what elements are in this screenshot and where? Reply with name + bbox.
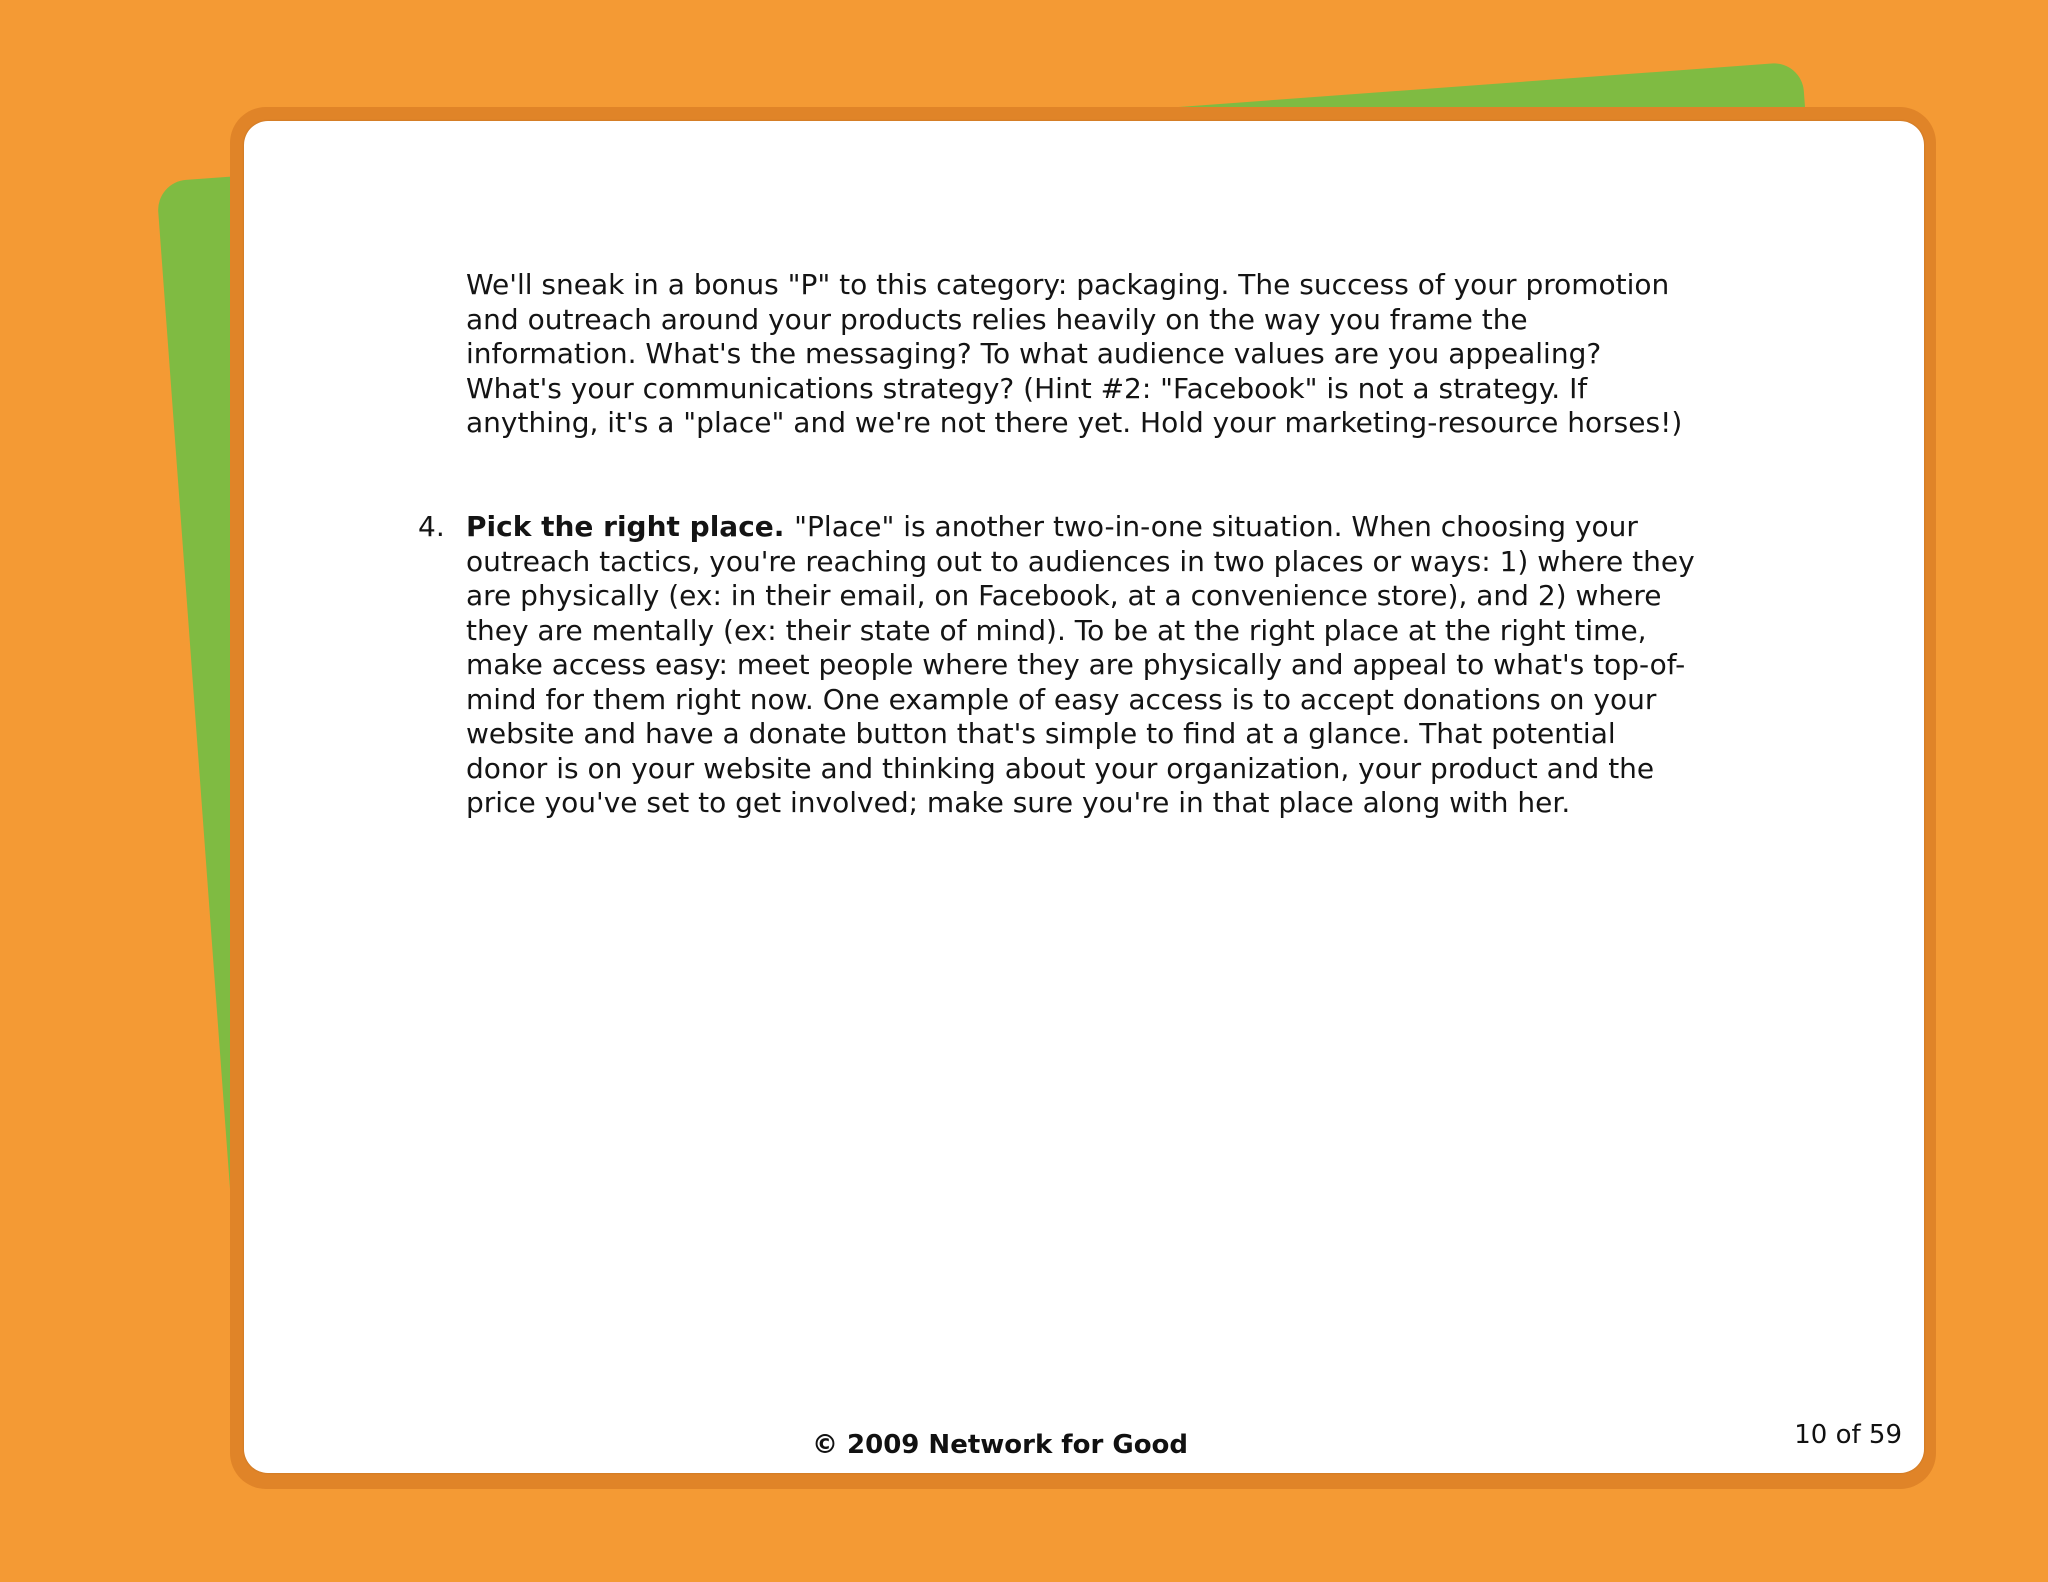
list-item-number: 4. — [418, 510, 445, 543]
footer-copyright: © 2009 Network for Good — [811, 1430, 1189, 1460]
list-item-body: "Place" is another two-in-one situation. When choosing your outreach tactics, you're reaching out to audiences in two places or ways: 1) where they are physically (ex: in their email, on Facebook, at a convenience store), and 2) where they are mentally (ex: their state of mind). To be at the right place at the right time, make access easy: meet people where they are physically and appeal to what's top-of-mind for them right now. One example of easy access is to accept donations on your website and have a donate button that's simple to find at a glance. That potential donor is on your website and thinking about your organization, your product and the price you've set to get involved; make sure you're in that place along with her. — [466, 510, 1695, 819]
intro-paragraph: We'll sneak in a bonus "P" to this category: packaging. The success of your promotion and outreach around your products relies heavily on the way you frame the information. What's the messaging? To what audience values are you appealing? What's your communications strategy? (Hint #2: "Facebook" is not a strategy. If anything, it's a "place" and we're not there yet. Hold your marketing-resource horses!) — [466, 268, 1683, 439]
list-item-title: Pick the right place. — [466, 510, 795, 543]
page-number: 10 of 59 — [1794, 1420, 1902, 1450]
list-item-4 — [418, 510, 1696, 821]
